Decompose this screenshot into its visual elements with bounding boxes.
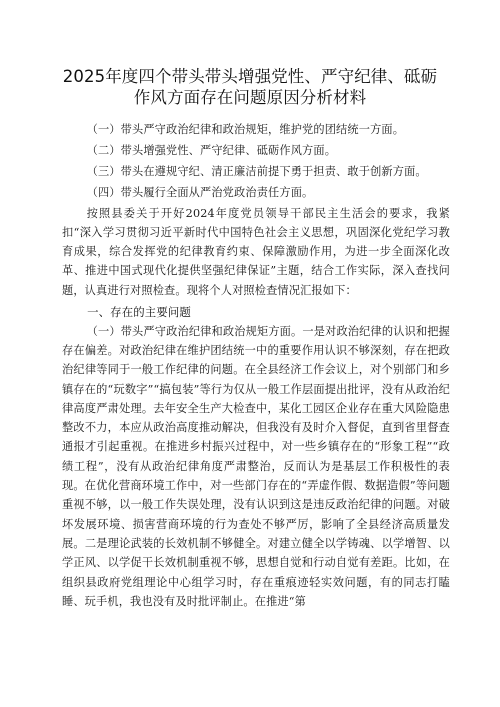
outline-item-4: （四）带头履行全面从严治党政治责任方面。 bbox=[86, 185, 314, 199]
outline-item-3: （三）带头在遵规守纪、清正廉洁前提下勇于担责、敢于创新方面。 bbox=[86, 164, 427, 178]
intro-paragraph: 按照县委关于开好2024年度党员领导干部民主生活会的要求，我紧扣“深入学习贯彻习近平新时代中国特色社会主义思想，巩固深化党纪学习教育成果，综合发挥党的纪律教育约束、保障激励作用，为进一步全面深化改革、推进中国式现代化提供坚强纪律保证”主题，结合工作实际，深入查找问题，认真进行对照检查。现将个人对照检查情况汇报如下： bbox=[62, 206, 450, 297]
outline-item-1: （一）带头严守政治纪律和政治规矩，维护党的团结统一方面。 bbox=[86, 123, 405, 136]
document-body bbox=[62, 120, 450, 613]
outline-item-2: （二）带头增强党性、严守纪律、砥砺作风方面。 bbox=[86, 143, 337, 157]
section-heading: 一、存在的主要问题 bbox=[87, 304, 191, 319]
title-line-1: 2025年度四个带头带头增强党性、严守纪律、砥砺 bbox=[62, 67, 438, 86]
document-title bbox=[40, 66, 460, 108]
title-line-2: 作风方面存在问题原因分析材料 bbox=[133, 88, 367, 107]
section-paragraph: （一）带头严守政治纪律和政治规矩方面。一是对政治纪律的认识和把握存在偏差。对政治纪律在维护团结统一中的重要作用认识不够深刻，存在把政治纪律等同于一般工作纪律的问题。在全县经济工作会议上，对个别部门和乡镇存在的“玩数字”“搞包装”等行为仅从一般工作层面提出批评，没有从政治纪律高度严肃处理。去年安全生产大检查中，某化工园区企业存在重大风险隐患整改不力，本应从政治高度推动解决，但我没有及时介入督促，直到省里督查通报才引起重视。在推进乡村振兴过程中，对一些乡镇存在的“形象工程”“政绩工程”，没有从政治纪律角度严肃整治，反而认为是基层工作积极性的表现。在优化营商环境工作中，对一些部门存在的“弄虚作假、数据造假”等问题重视不够，以一般工作失误处理，没有认识到这是违反政治纪律的问题。对破坏发展环境、损害营商环境的行为查处不够严厉，影响了全县经济高质量发展。二是理论武装的长效机制不够健全。对建立健全以学铸魂、以学增智、以学正风、以学促干长效机制重视不够，思想自觉和行动自觉有差距。比如，在组织县政府党组理论中心组学习时，存在重痕迹轻实效问题，有的同志打瞌睡、玩手机，我也没有及时批评制止。在推进“第 bbox=[62, 324, 450, 608]
